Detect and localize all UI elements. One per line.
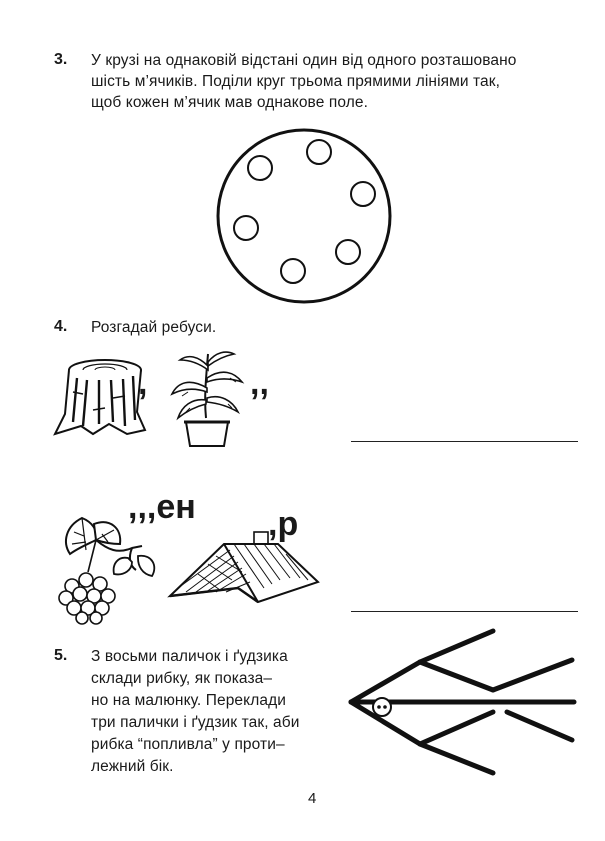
task-5-line-5: рибка “попливла” у проти– <box>91 736 285 753</box>
rebus1-double-comma: ,, <box>250 364 269 402</box>
task-5-line-1: З восьми паличок і ґудзика <box>91 648 288 665</box>
big-circle <box>218 130 390 302</box>
viburnum-berries-icon <box>58 510 168 630</box>
stick <box>351 702 420 744</box>
stick <box>420 631 493 662</box>
ball <box>351 182 375 206</box>
task-5-line-6: лежний бік. <box>91 758 174 775</box>
task-3-line-3: щоб кожен м’ячик мав однакове поле. <box>91 94 368 111</box>
task-5-line-2: склади рибку, як показа– <box>91 670 273 687</box>
task-4-text: Розгадай ребуси. <box>91 319 217 336</box>
rebus2-comma-r: ,р <box>268 505 299 543</box>
task-3-line-1: У крузі на однаковій відстані один від одного розташовано <box>91 52 517 69</box>
task-4-number: 4. <box>54 318 68 335</box>
rebus1-comma: , <box>138 364 148 402</box>
rebus2-commas-en: ,,,ен <box>128 488 196 526</box>
task-3-line-2: шість м’ячиків. Поділи круг трьома прямими лініями так, <box>91 73 501 90</box>
ball <box>336 240 360 264</box>
task-3-number: 3. <box>54 51 68 68</box>
ball <box>307 140 331 164</box>
page-number: 4 <box>308 790 317 807</box>
stick <box>420 712 493 744</box>
task-5-line-3: но на малюнку. Переклади <box>91 692 286 709</box>
stick <box>420 744 493 773</box>
stick <box>507 712 572 740</box>
ball <box>281 259 305 283</box>
stick <box>351 662 420 702</box>
task-5-line-4: три палички і ґудзик так, аби <box>91 714 300 731</box>
rebus1-answer-line[interactable] <box>351 441 578 442</box>
stick <box>420 662 493 690</box>
ball <box>248 156 272 180</box>
ball <box>234 216 258 240</box>
potted-plant-icon <box>170 348 245 448</box>
task-5-number: 5. <box>54 647 68 664</box>
rebus2-answer-line[interactable] <box>351 611 578 612</box>
stick <box>493 660 572 690</box>
button-icon <box>373 698 391 716</box>
